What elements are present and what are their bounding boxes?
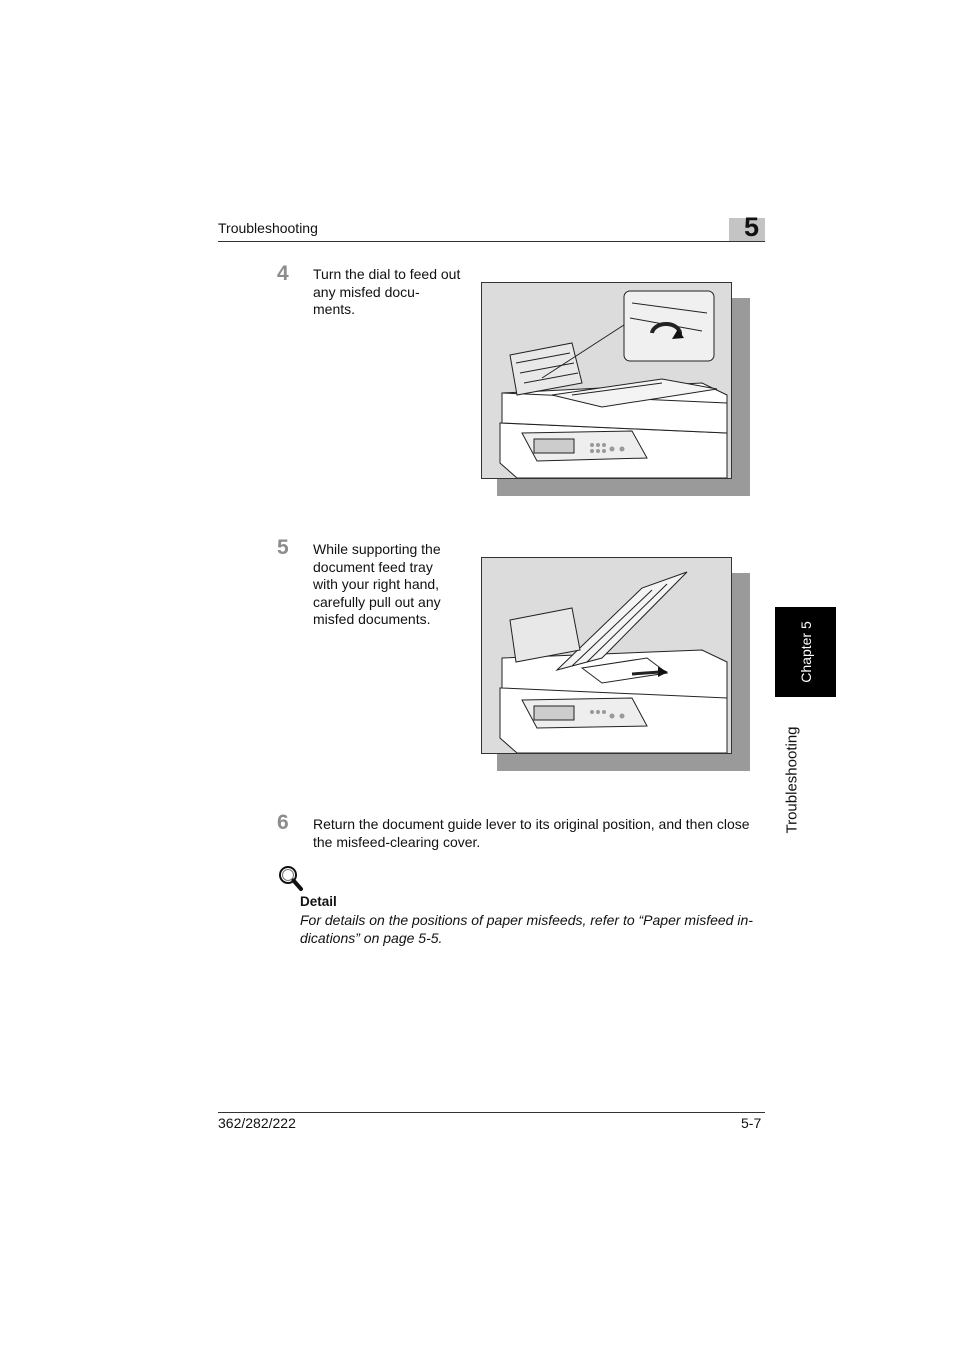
step-6-text: Return the document guide lever to its original position, and then close the misfeed-clearing cover. (313, 816, 750, 850)
figure-1-copier-dial-illustration (481, 282, 732, 479)
copier-raised-tray-illustration (482, 558, 731, 753)
detail-text: For details on the positions of paper misfeeds, refer to “Paper misfeed in-dications” on page 5-5. (300, 912, 753, 946)
step-5-number: 5 (277, 536, 289, 559)
chapter-number: 5 (744, 212, 760, 242)
magnifier-icon (278, 865, 304, 893)
section-tab-label: Troubleshooting (783, 726, 801, 834)
step-4-text: Turn the dial to feed out any misfed docu- ments. (313, 266, 461, 317)
footer-model: 362/282/222 (218, 1115, 296, 1131)
figure-2-copier-tray-illustration (481, 557, 732, 754)
chapter-tab (776, 608, 836, 696)
footer-page-number: 5-7 (741, 1115, 762, 1131)
step-5-text: While supporting the document feed tray with your right hand, carefully pull out any misfed documents. (313, 541, 441, 627)
detail-label: Detail (300, 894, 337, 909)
section-tab (760, 715, 824, 845)
footer-rule (218, 1112, 765, 1113)
running-header-title: Troubleshooting (218, 220, 318, 236)
chapter-tab-label: Chapter 5 (798, 621, 814, 683)
copier-open-cover-illustration (482, 283, 731, 478)
step-6-number: 6 (277, 811, 289, 834)
step-4-number: 4 (277, 262, 289, 285)
header-rule (218, 241, 765, 242)
